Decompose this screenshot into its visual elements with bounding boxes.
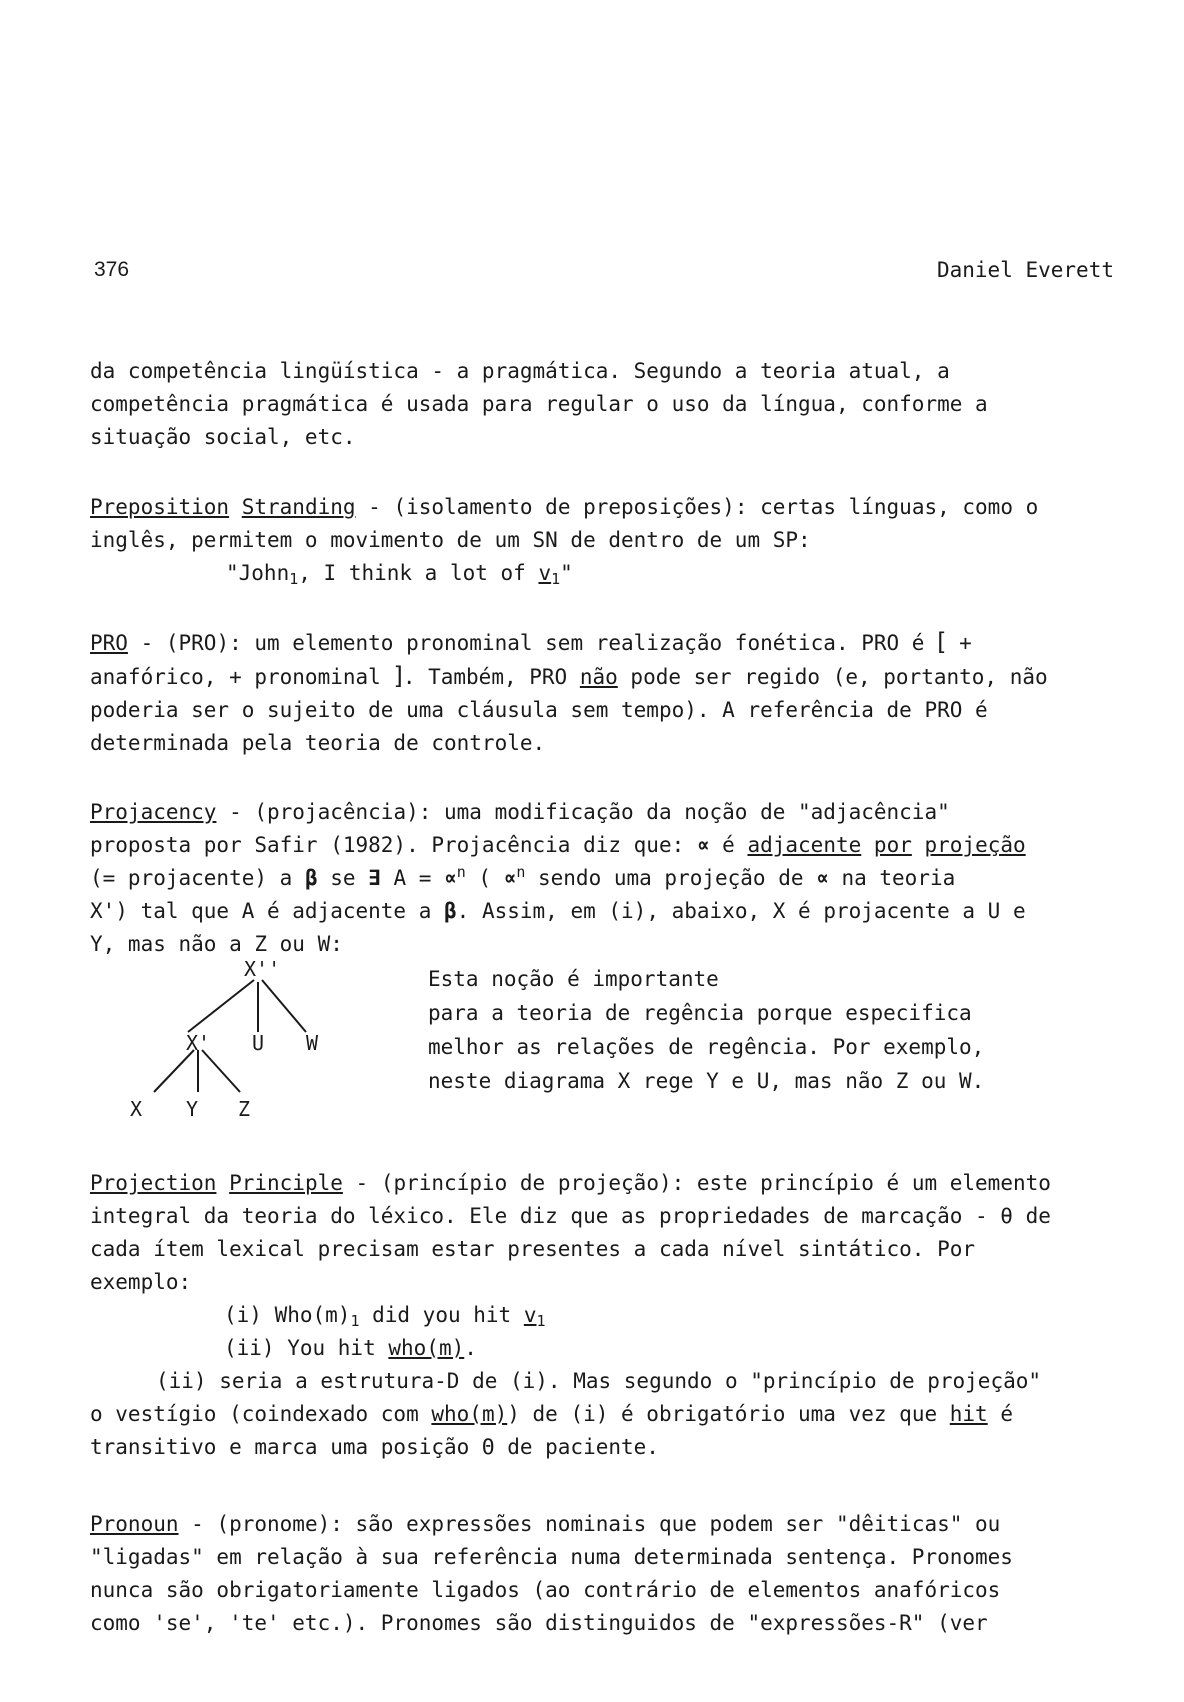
tree-node-z: Z <box>238 1097 251 1121</box>
tree-node-root: X'' <box>244 958 281 981</box>
text-line: situação social, etc. <box>90 425 356 449</box>
emphasis: who(m) <box>388 1336 465 1360</box>
text-span: + <box>946 631 972 655</box>
tree-branch <box>188 980 254 1032</box>
bracket: [ <box>937 628 947 656</box>
text-line <box>90 660 1116 694</box>
entry-pro <box>90 626 1116 760</box>
entry-pronoun <box>90 1508 1116 1640</box>
syntax-tree-diagram <box>120 958 360 1138</box>
text-line <box>90 895 1116 928</box>
subscript: 1 <box>289 570 299 588</box>
text-line <box>90 829 1116 862</box>
text-line <box>90 1167 1116 1200</box>
tree-node-w: W <box>306 1031 319 1055</box>
text-line: determinada pela teoria de controle. <box>90 731 546 755</box>
trace-v <box>523 1303 546 1330</box>
trace-v <box>538 561 561 588</box>
text-line: competência pragmática é usada para regular o uso da língua, conforme a <box>90 392 988 416</box>
text-line: nunca são obrigatoriamente ligados (ao contrário de elementos anafóricos <box>90 1578 1001 1602</box>
text-span: na teoria <box>828 866 956 890</box>
text-span: - (projacência): uma modificação da noção de "adjacência" <box>216 800 950 824</box>
text-span: proposta por Safir (1982). Projacência diz que: <box>90 833 697 857</box>
text-line: Esta noção é importante <box>428 967 719 991</box>
entry-term: Stranding <box>241 495 356 519</box>
text-line <box>90 862 1116 895</box>
text-line <box>90 1508 1116 1541</box>
entry-term: Projacency <box>90 800 217 824</box>
emphasis: hit <box>949 1402 988 1426</box>
text-span: é <box>987 1402 1013 1426</box>
text-line: exemplo: <box>90 1270 192 1294</box>
tree-explanation <box>428 962 1048 1098</box>
text-line <box>90 796 1116 829</box>
entry-preposition-stranding <box>90 491 1116 590</box>
alpha-symbol: ∝ <box>816 866 829 890</box>
text-span: anafórico, + pronominal <box>90 665 381 689</box>
text-span: - (isolamento de preposições): certas línguas, como o <box>355 495 1039 519</box>
text-line: poderia ser o sujeito de uma cláusula sem tempo). A referência de PRO é <box>90 698 988 722</box>
text-line <box>90 626 1116 660</box>
text-span: (= projacente) a <box>90 866 305 890</box>
text-span: sendo uma projeção de <box>525 866 817 890</box>
text-span: (i) Who(m) <box>224 1303 351 1327</box>
text-span: X') tal que A é adjacente a <box>90 899 445 923</box>
text-line: melhor as relações de regência. Por exemplo, <box>428 1035 985 1059</box>
text-span: " <box>560 561 573 585</box>
subscript: 1 <box>536 1312 546 1330</box>
text-line: inglês, permitem o movimento de um SN de dentro de um SP: <box>90 528 811 552</box>
emphasis: who(m) <box>431 1402 508 1426</box>
entry-term: Pronoun <box>90 1512 179 1536</box>
subscript: 1 <box>551 570 561 588</box>
text-span: . Também, PRO <box>402 665 580 689</box>
text-line: da competência lingüística - a pragmática. Segundo a teoria atual, a <box>90 359 950 383</box>
beta-symbol: β <box>304 866 318 890</box>
entry-projacency <box>90 796 1116 961</box>
text-span: ) de (i) é obrigatório uma vez que <box>507 1402 950 1426</box>
text-span: - (PRO): um elemento pronominal sem realização fonética. PRO é <box>127 631 938 655</box>
text-span: - (pronome): são expressões nominais que podem ser "dêiticas" ou <box>178 1512 1001 1536</box>
text-span: se <box>317 866 369 890</box>
entry-term: Projection <box>90 1171 217 1195</box>
text-span: é <box>709 833 748 857</box>
text-line: "ligadas" em relação à sua referência numa determinada sentença. Pronomes <box>90 1545 1013 1569</box>
tree-branch <box>202 1050 240 1092</box>
text-line: neste diagrama X rege Y e U, mas não Z ou W. <box>428 1069 985 1093</box>
text-span: A = <box>380 866 445 890</box>
subscript: 1 <box>350 1312 360 1330</box>
running-head-author: Daniel Everett <box>936 258 1114 282</box>
text-line: (ii) seria a estrutura-D de (i). Mas segundo o "princípio de projeção" <box>156 1369 1042 1393</box>
page-number: 376 <box>94 258 130 281</box>
bracket: ] <box>393 662 403 690</box>
text-line: integral da teoria do léxico. Ele diz que as propriedades de marcação - θ de <box>90 1204 1051 1228</box>
text-span: - (princípio de projeção): este princípio é um elemento <box>342 1171 1051 1195</box>
emphasis: por <box>873 833 912 857</box>
text-span: "John <box>226 561 290 585</box>
text-line: cada ítem lexical precisam estar presentes a cada nível sintático. Por <box>90 1237 976 1261</box>
tree-node-xbar: X' <box>186 1031 211 1055</box>
superscript: n <box>456 863 466 881</box>
emphasis: não <box>579 665 618 689</box>
entry-term: Principle <box>229 1171 343 1195</box>
example-line <box>90 1299 1116 1332</box>
alpha-symbol: ∝ <box>503 866 517 890</box>
text-span: . <box>464 1336 477 1360</box>
emphasis: adjacente <box>747 833 862 857</box>
tree-node-y: Y <box>186 1097 199 1121</box>
tree-branch <box>154 1050 194 1092</box>
text-span: (ii) You hit <box>224 1336 389 1360</box>
text-span: , I think a lot of <box>298 561 539 585</box>
exists-symbol: ∃ <box>368 866 381 890</box>
alpha-symbol: ∝ <box>696 833 710 857</box>
alpha-symbol: ∝ <box>444 866 457 890</box>
tree-node-u: U <box>252 1031 265 1055</box>
emphasis: projeção <box>924 833 1026 857</box>
intro-paragraph <box>90 355 1116 454</box>
text-line: como 'se', 'te' etc.). Pronomes são distinguidos de "expressões-R" (ver <box>90 1611 988 1635</box>
entry-term: Preposition <box>90 495 230 519</box>
entry-term: PRO <box>90 631 128 655</box>
page-header <box>94 258 1114 288</box>
text-span: v <box>523 1303 537 1327</box>
text-span: o vestígio (coindexado com <box>90 1402 432 1426</box>
text-span: pode ser regido (e, portanto, não <box>617 665 1048 689</box>
tree-node-x: X <box>130 1097 143 1121</box>
text-span: v <box>538 561 552 585</box>
text-line: para a teoria de regência porque especifica <box>428 1001 972 1025</box>
example-line <box>90 557 1116 590</box>
text-span: . Assim, em (i), abaixo, X é projacente a U e <box>456 899 1026 923</box>
text-line <box>90 1398 1116 1431</box>
tree-branch <box>262 980 306 1032</box>
text-line: transitivo e marca uma posição Θ de paciente. <box>90 1435 659 1459</box>
beta-symbol: β <box>444 899 457 923</box>
text-span: did you hit <box>359 1303 524 1327</box>
superscript: n <box>516 863 526 881</box>
text-line: Y, mas não a Z ou W: <box>90 932 343 956</box>
entry-projection-principle <box>90 1167 1116 1464</box>
text-span: ( <box>465 866 504 890</box>
example-line <box>90 1332 1116 1365</box>
text-line <box>90 491 1116 524</box>
